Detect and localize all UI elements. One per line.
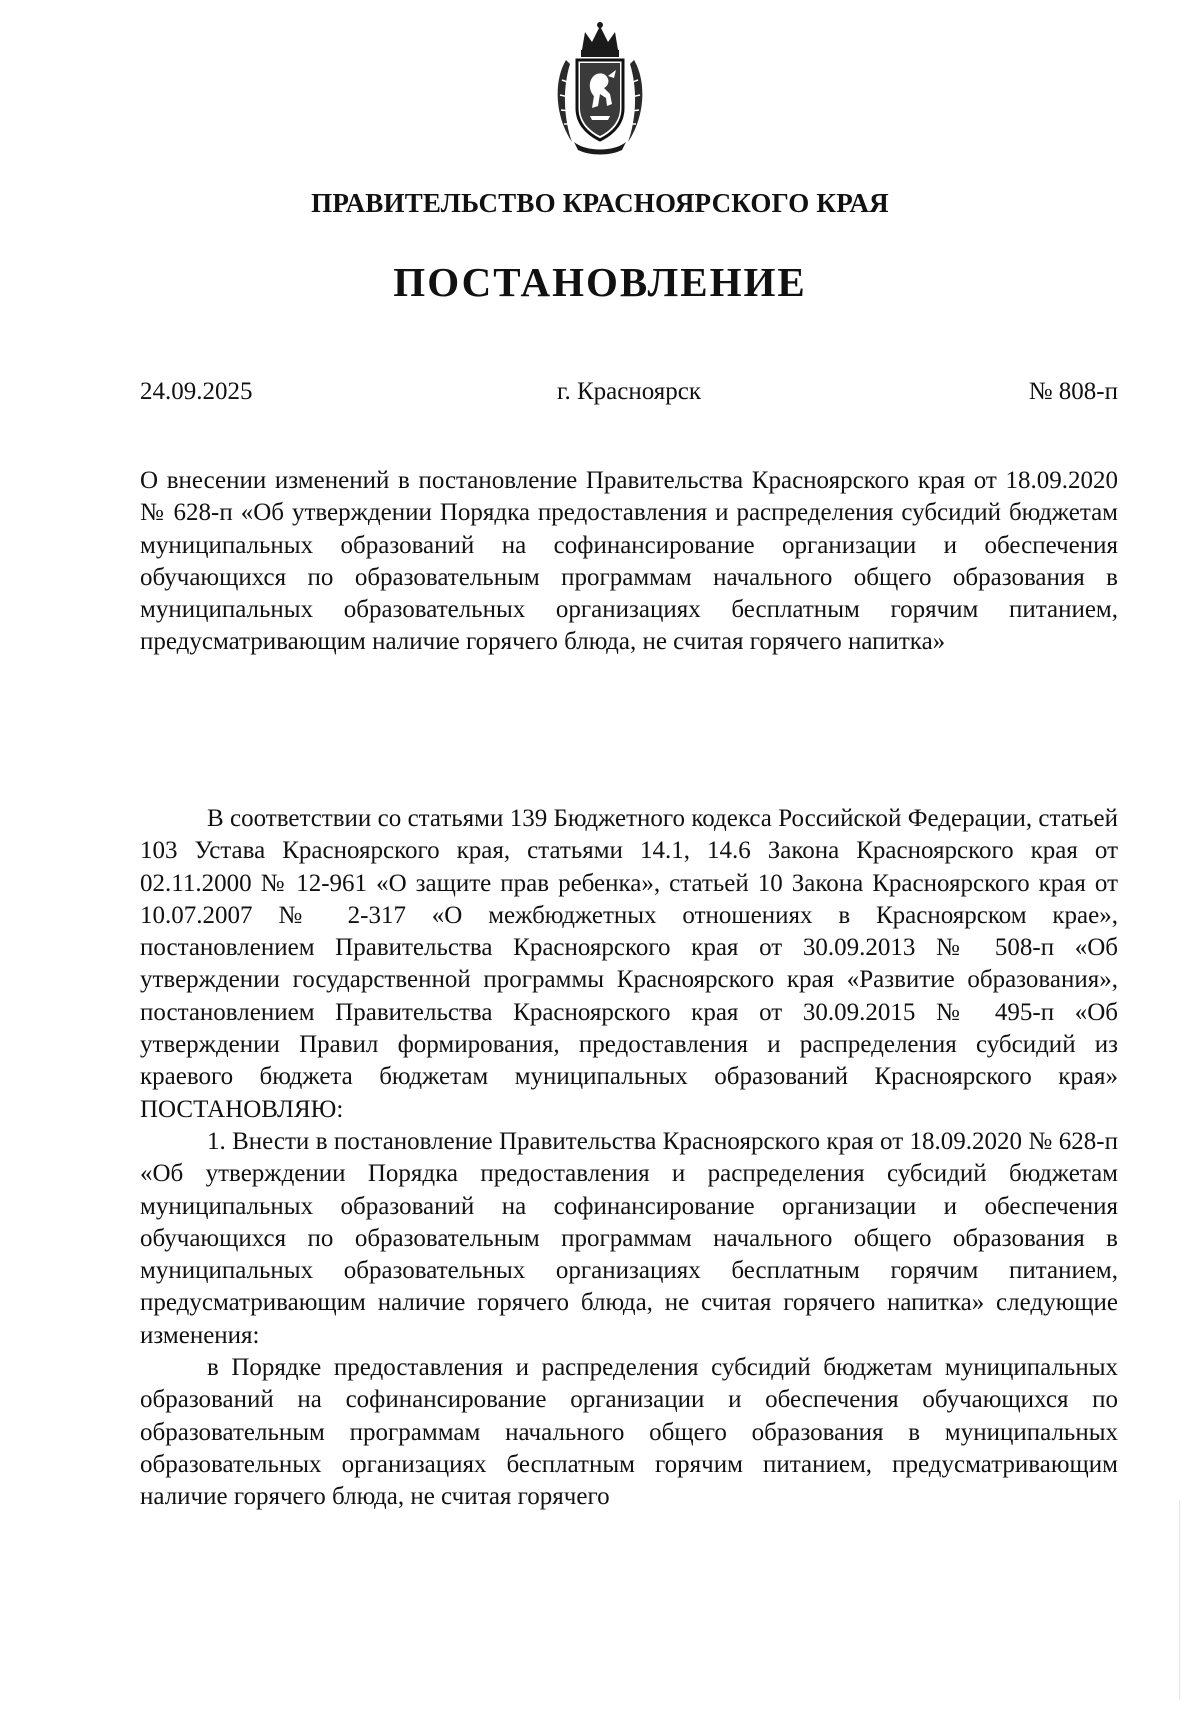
document-date: 24.09.2025 <box>140 378 253 405</box>
government-title: ПРАВИТЕЛЬСТВО КРАСНОЯРСКОГО КРАЯ <box>311 188 889 218</box>
document-type-title: ПОСТАНОВЛЕНИЕ <box>393 259 807 305</box>
krasnoyarsk-coat-of-arms-icon <box>552 20 648 158</box>
document-number: № 808-п <box>1028 378 1118 405</box>
subject-text: О внесении изменений в постановление Правительства Красноярского края от 18.09.2020 № 628-п «Об утверждении Порядка предоставления и распределения субсидий бюджетам муниципальных образований на софинансирование организации и обеспечения обучающихся по образовательным программам начального общего образования в муниципальных образовательных организациях бесплатным горячим питанием, предусматривающим наличие горячего блюда, не считая горячего напитка» <box>140 467 1118 656</box>
item-1-paragraph: 1. Внести в постановление Правительства Красноярского края от 18.09.2020 № 628-п «Об утверждении Порядка предоставления и распределения субсидий бюджетам муниципальных образований на софинансирование организации и обеспечения обучающихся по образовательным программам начального общего образования в муниципальных образовательных организациях бесплатным горячим питанием, предусматривающим наличие горячего блюда, не считая горячего напитка» следующие изменения: <box>140 1127 1118 1349</box>
document-body <box>140 803 1118 1514</box>
document-city: г. Красноярск <box>557 378 701 405</box>
scan-edge-divider <box>1179 1500 1180 1700</box>
document-meta-row <box>140 378 1118 412</box>
document-subject <box>140 465 1118 659</box>
preamble-paragraph: В соответствии со статьями 139 Бюджетного кодекса Российской Федерации, статьей 103 Устава Красноярского края, статьями 14.1, 14.6 Закона Красноярского края от 02.11.2000 № 12-961 «О защите прав ребенка», статьей 10 Закона Красноярского края от 10.07.2007 № 2-317 «О межбюджетных отношениях в Красноярском крае», постановлением Правительства Красноярского края от 30.09.2013 № 508-п «Об утверждении государственной программы Красноярского края «Развитие образования», постановлением Правительства Красноярского края от 30.09.2015 № 495-п «Об утверждении Правил формирования, предоставления и распределения субсидий из краевого бюджета бюджетам муниципальных образований Красноярского края» ПОСТАНОВЛЯЮ: <box>140 805 1118 1123</box>
item-1-sub-paragraph: в Порядке предоставления и распределения субсидий бюджетам муниципальных образований на софинансирование организации и обеспечения обучающихся по образовательным программам начального общего образования в муниципальных образовательных организациях бесплатным горячим питанием, предусматривающим наличие горячего блюда, не считая горячего <box>140 1354 1118 1511</box>
